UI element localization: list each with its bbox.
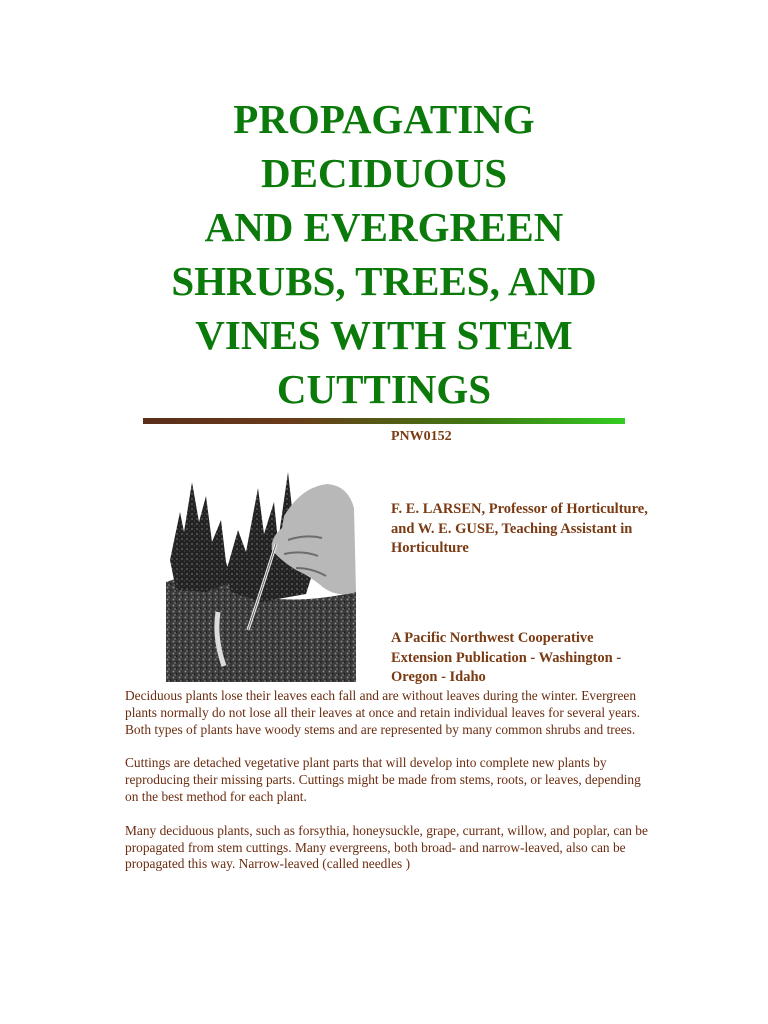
publisher-note: A Pacific Northwest Cooperative Extension Publication - Washington - Oregon - Idaho xyxy=(391,630,622,685)
document-id: PNW0152 xyxy=(391,429,452,444)
title-line: CUTTINGS xyxy=(276,366,492,412)
hand-holding-cutting-image xyxy=(166,442,356,682)
title-line: PROPAGATING xyxy=(233,96,535,142)
paragraph: Cuttings are detached vegetative plant parts that will develop into complete new plants by reproducing their missing parts. Cuttings might be made from stems, roots, or leaves, depending on the best method for each plant. xyxy=(125,755,641,804)
paragraph: Deciduous plants lose their leaves each fall and are without leaves during the winter. Evergreen plants normally do not lose all their leaves at once and retain individual leaves for several years. Both types of plants have woody stems and are represented by many common shrubs and trees. xyxy=(125,688,640,737)
title-line: DECIDUOUS xyxy=(260,150,508,196)
authors: F. E. LARSEN, Professor of Horticulture, and W. E. GUSE, Teaching Assistant in Horticulture xyxy=(391,501,648,556)
title-divider xyxy=(143,418,625,424)
paragraph: Many deciduous plants, such as forsythia, honeysuckle, grape, currant, willow, and poplar, can be propagated from stem cuttings. Many evergreens, both broad- and narrow-leaved, also can be propagated this way. Narrow-leaved (called needles ) xyxy=(125,822,648,872)
title-line: AND EVERGREEN xyxy=(204,204,564,250)
page-title xyxy=(0,92,768,416)
title-line: VINES WITH STEM xyxy=(195,312,573,358)
title-line: SHRUBS, TREES, AND xyxy=(171,258,597,304)
body-text xyxy=(125,688,650,890)
